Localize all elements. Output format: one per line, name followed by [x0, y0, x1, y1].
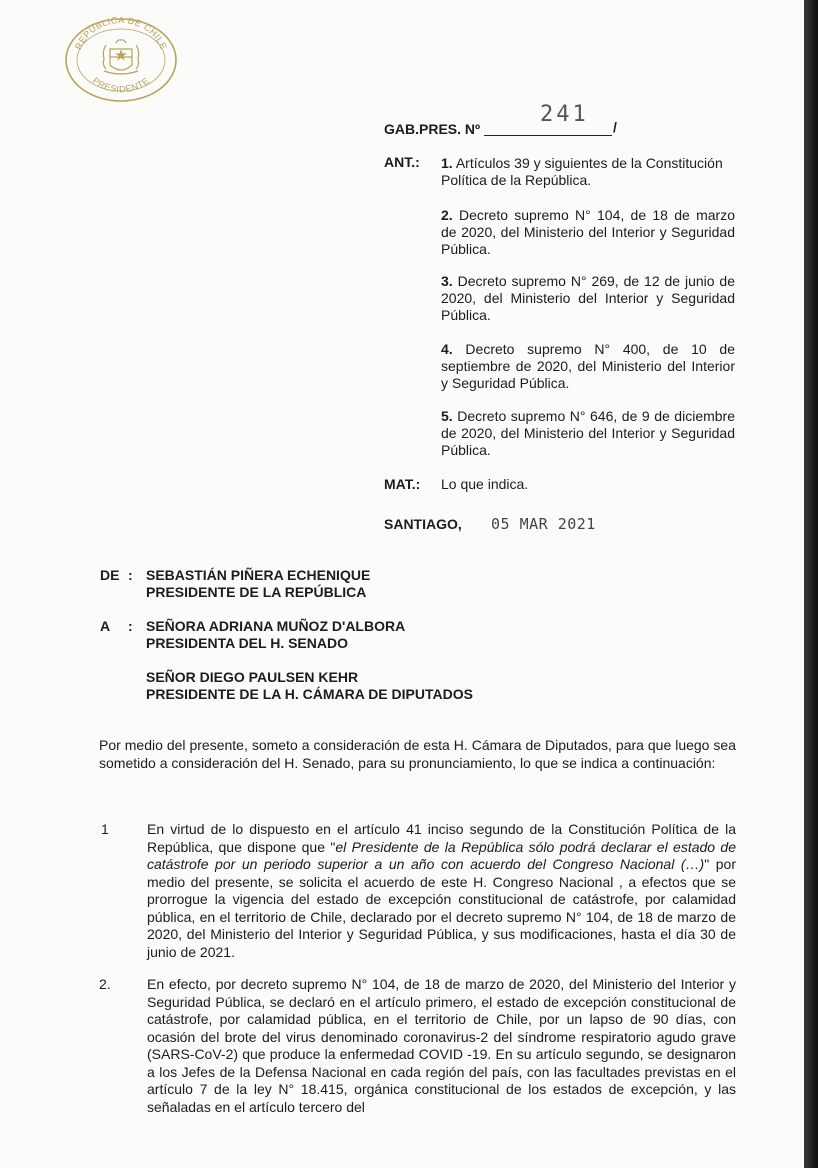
- gab-pres-label: GAB.PRES. Nº: [384, 121, 481, 137]
- antecedent-5: [441, 408, 735, 459]
- seal-top-text: REPÚBLICA DE CHILE: [73, 15, 169, 51]
- sender-title: PRESIDENTE DE LA REPÚBLICA: [146, 584, 367, 600]
- paragraph-1-text-b: " por medio del presente, se solicita el acuerdo de este H. Congreso Nacional , a efectos que se prorrogue la vigencia del estado de excepción constitucional de catástrofe, por calamidad pública, en el territorio de Chile, declarado por el decreto supremo N° 104, de 18 de marzo de 2020, del Ministerio del Interior y Seguridad Pública, y sus modificaciones, hasta el día 30 de junio de 2021.: [147, 856, 737, 960]
- recipient-1: [146, 618, 405, 652]
- antecedent-text: Decreto supremo N° 400, de 10 de septiembre de 2020, del Ministerio del Interior y Seguridad Pública.: [441, 341, 735, 391]
- recipient-1-title: PRESIDENTA DEL H. SENADO: [146, 635, 348, 651]
- gab-number-handwritten: 241: [540, 102, 589, 127]
- paragraph-1: [147, 821, 736, 961]
- paragraph-2: En efecto, por decreto supremo N° 104, de 18 de marzo de 2020, del Ministerio del Interior y Seguridad Pública, se declaró en el artículo primero, el estado de excepción constitucional de catástrofe, por calamidad pública, en el territorio de Chile, por un lapso de 90 días, con ocasión del brote del virus denominado coronavirus-2 del síndrome respiratorio agudo grave (SARS-CoV-2) que produce la enfermedad COVID -19. En su artículo segundo, se designaron a los Jefes de la Defensa Nacional en cada región del país, con las facultades previstas en el artículo 7 de la ley N° 18.415, orgánica constitucional de los estados de excepción, y las señaladas en el artículo tercero del: [147, 976, 736, 1115]
- page-edge-shadow: [804, 0, 818, 1168]
- antecedent-number: 4.: [441, 341, 453, 357]
- a-colon: :: [128, 618, 133, 634]
- antecedent-number: 2.: [441, 207, 453, 223]
- antecedent-text: Decreto supremo N° 646, de 9 de diciembre de 2020, del Ministerio del Interior y Seguridad Pública.: [441, 408, 735, 458]
- de-colon: :: [128, 567, 133, 583]
- antecedent-number: 3.: [441, 273, 453, 289]
- intro-paragraph: Por medio del presente, someto a consideración de esta H. Cámara de Diputados, para que luego sea sometido a consideración del H. Senado, para su pronunciamiento, lo que se indica a continuación:: [99, 737, 736, 771]
- paragraph-1-quote: el Presidente de la República sólo podrá declarar el estado de catástrofe por un periodo superior a un año con acuerdo del Congreso Nacional (…): [147, 838, 737, 872]
- antecedent-number: 1.: [441, 155, 453, 171]
- presidential-seal: [62, 15, 180, 103]
- sender: [146, 567, 370, 601]
- a-label: A: [100, 618, 111, 634]
- svg-text:REPÚBLICA DE CHILE: [73, 15, 169, 51]
- seal-bottom-text: PRESIDENTE: [90, 75, 152, 95]
- antecedent-text: Decreto supremo N° 104, de 18 de marzo de 2020, del Ministerio del Interior y Seguridad Pública.: [441, 207, 735, 257]
- antecedent-3: [441, 273, 735, 324]
- mat-label: MAT.:: [384, 476, 421, 492]
- gab-suffix: /: [613, 119, 617, 135]
- antecedent-text: Decreto supremo N° 269, de 12 de junio de 2020, del Ministerio del Interior y Seguridad Pública.: [441, 273, 735, 323]
- mat-text: Lo que indica.: [441, 476, 529, 492]
- paragraph-2-number: 2.: [99, 976, 111, 992]
- gab-number-line: [484, 135, 612, 136]
- place-label: SANTIAGO,: [384, 516, 462, 532]
- recipient-2-name: SEÑOR DIEGO PAULSEN KEHR: [146, 669, 359, 685]
- paragraph-1-number: 1: [101, 821, 109, 837]
- recipient-2: [146, 669, 473, 703]
- antecedent-4: [441, 341, 735, 392]
- recipient-2-title: PRESIDENTE DE LA H. CÁMARA DE DIPUTADOS: [146, 686, 473, 702]
- antecedent-1: [441, 155, 735, 189]
- paragraph-1-text-a: En virtud de lo dispuesto en el artículo 41 inciso segundo de la Constitución Política de la República, que dispone que ": [147, 821, 736, 855]
- antecedent-text: Artículos 39 y siguientes de la Constitución Política de la República.: [441, 155, 723, 188]
- antecedent-number: 5.: [441, 408, 453, 424]
- recipient-1-name: SEÑORA ADRIANA MUÑOZ D'ALBORA: [146, 618, 406, 634]
- antecedent-2: [441, 207, 735, 258]
- ant-label: ANT.:: [384, 154, 420, 170]
- sender-name: SEBASTIÁN PIÑERA ECHENIQUE: [146, 567, 371, 583]
- svg-text:PRESIDENTE: [91, 75, 151, 94]
- de-label: DE: [100, 567, 120, 583]
- coat-of-arms-icon: [103, 40, 138, 74]
- date-stamp: 05 MAR 2021: [491, 515, 596, 533]
